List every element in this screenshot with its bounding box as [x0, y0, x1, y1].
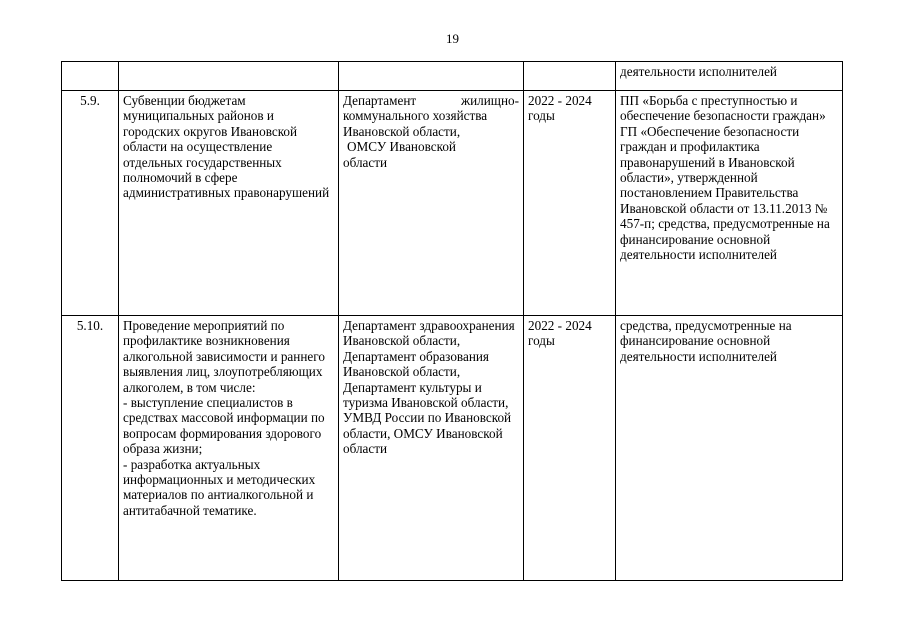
cell-measure [119, 62, 339, 91]
responsible-line: Департамент жилищно-коммунального хозяйства [343, 93, 519, 124]
table-row-5-10 [62, 316, 843, 581]
cell-term: 2022 - 2024 годы [524, 316, 616, 581]
responsible-line: ОМСУ Ивановской [347, 139, 456, 155]
cell-responsible [339, 62, 524, 91]
cell-funding: ПП «Борьба с преступностью и обеспечение безопасности граждан» ГП «Обеспечение безопасности граждан и профилактика правонарушений в Ивановской области», утвержденной постановлением Правительства Ивановской области от 13.11.2013 № 457-п; средства, предусмотренные на финансирование основной деятельности исполнителей [616, 91, 843, 316]
cell-number: 5.10. [62, 316, 119, 581]
cell-funding: деятельности исполнителей [616, 62, 843, 91]
measure-paragraph: - разработка актуальных информационных и методических материалов по антиалкогольной и антитабачной тематике. [123, 456, 316, 518]
cell-term: 2022 - 2024 годы [524, 91, 616, 316]
cell-number: 5.9. [62, 91, 119, 316]
measure-paragraph: - выступление специалистов в средствах массовой информации по вопросам формирования здорового образа жизни; [123, 395, 325, 457]
cell-measure: Субвенции бюджетам муниципальных районов и городских округов Ивановской области на осуществление отдельных государственных полномочий в сфере административных правонарушений [119, 91, 339, 316]
cell-number [62, 62, 119, 91]
table-row-5-9 [62, 91, 843, 316]
responsible-line: области [343, 154, 388, 170]
cell-responsible: Департамент здравоохранения Ивановской области, Департамент образования Ивановской области, Департамент культуры и туризма Ивановской области, УМВД России по Ивановской области, ОМСУ Ивановской области [339, 316, 524, 581]
responsible-line: Ивановской области, [343, 123, 461, 139]
cell-responsible [339, 91, 524, 316]
measures-table [61, 61, 843, 581]
table-row-continued [62, 62, 843, 91]
cell-measure [119, 316, 339, 581]
cell-term [524, 62, 616, 91]
page-number: 19 [446, 31, 459, 46]
cell-funding: средства, предусмотренные на финансирование основной деятельности исполнителей [616, 316, 843, 581]
measure-paragraph: Проведение мероприятий по профилактике возникновения алкогольной зависимости и раннего выявления лиц, злоупотребляющих алкоголем, в том числе: [123, 318, 325, 395]
